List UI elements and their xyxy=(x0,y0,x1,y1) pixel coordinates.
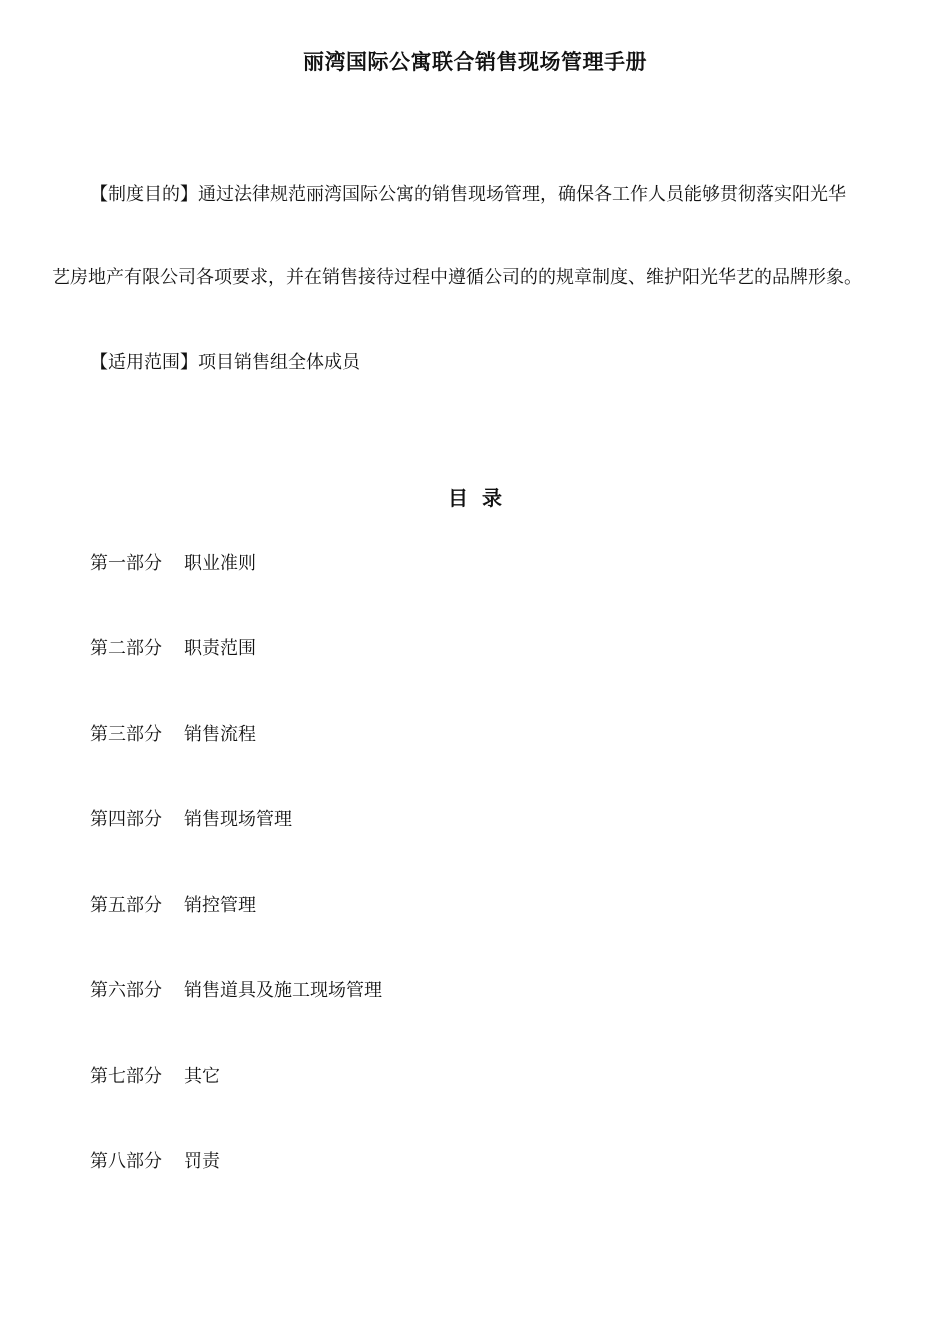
toc-item-part: 第八部分 xyxy=(90,1151,162,1172)
toc-item-part: 第二部分 xyxy=(90,638,162,659)
toc-item-part: 第六部分 xyxy=(90,980,162,1001)
toc-item-name: 销售道具及施工现场管理 xyxy=(184,980,382,1001)
purpose-paragraph-line-1: 【制度目的】通过法律规范丽湾国际公寓的销售现场管理，确保各工作人员能够贯彻落实阳光华 xyxy=(90,184,846,205)
toc-item xyxy=(90,638,256,660)
toc-item xyxy=(90,553,256,575)
toc-item-part: 第一部分 xyxy=(90,553,162,574)
toc-item xyxy=(90,724,256,746)
toc-item-part: 第七部分 xyxy=(90,1066,162,1087)
purpose-paragraph-line-2: 艺房地产有限公司各项要求，并在销售接待过程中遵循公司的的规章制度、维护阳光华艺的品牌形象。 xyxy=(52,267,862,288)
scope-paragraph: 【适用范围】项目销售组全体成员 xyxy=(90,352,360,373)
toc-item-name: 销售流程 xyxy=(184,724,256,745)
toc-item-name: 职责范围 xyxy=(184,638,256,659)
toc-item xyxy=(90,1151,220,1173)
toc-item-part: 第四部分 xyxy=(90,809,162,830)
toc-item xyxy=(90,809,292,831)
document-title: 丽湾国际公寓联合销售现场管理手册 xyxy=(303,50,647,74)
toc-item-part: 第五部分 xyxy=(90,895,162,916)
toc-heading: 目录 xyxy=(448,486,516,510)
toc-item-name: 其它 xyxy=(184,1066,220,1087)
toc-item-name: 销控管理 xyxy=(184,895,256,916)
toc-item xyxy=(90,895,256,917)
toc-item-name: 销售现场管理 xyxy=(184,809,292,830)
toc-item xyxy=(90,1066,220,1088)
toc-item-name: 罚责 xyxy=(184,1151,220,1172)
toc-item-name: 职业准则 xyxy=(184,553,256,574)
toc-item xyxy=(90,980,382,1002)
toc-item-part: 第三部分 xyxy=(90,724,162,745)
